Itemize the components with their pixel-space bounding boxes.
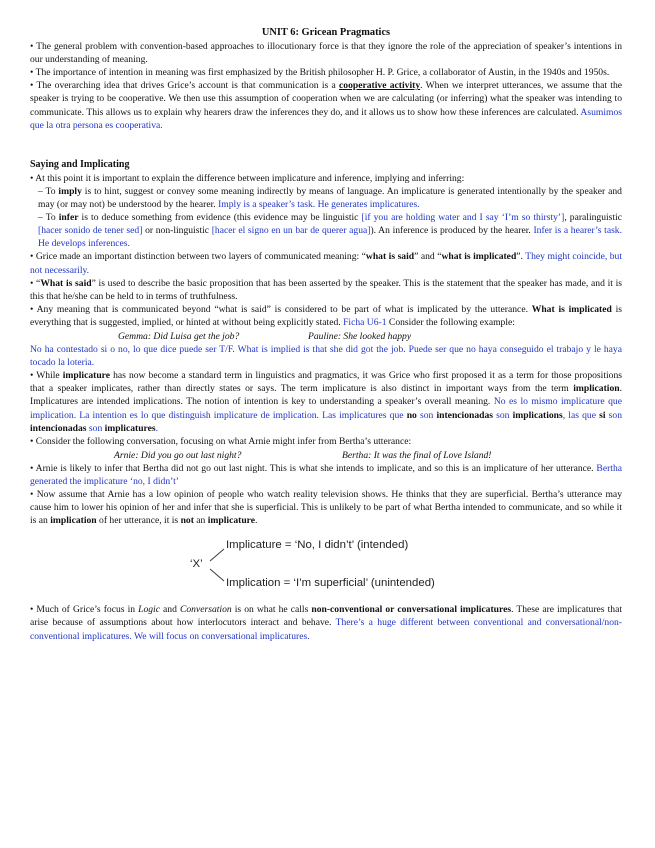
text-run: is on what he calls [231, 604, 312, 616]
text-run: • Now assume that Arnie has a low opinion of people who watch reality television shows. He thinks that they are superficial. Bertha’s utterance may cause him to lower his opinion of her and infer that she is superficial. This is unlikely to be part of what Bertha intended to communicate, and so while it is an [30, 489, 622, 527]
document-page [30, 26, 622, 643]
title-logic: Logic [138, 604, 160, 616]
section-title: Saying and Implicating [30, 158, 130, 170]
handwritten-note: They might coincide, but not necessarily. [30, 251, 622, 276]
note-bold: implications [512, 409, 563, 421]
term-implicature: implicature [207, 515, 256, 527]
note-paralinguistic: [hacer sonido de tener sed] [38, 225, 143, 237]
text-run: , las que [562, 409, 600, 421]
diagram-implicature: Implicature = ‘No, I didn’t’ (intended) [226, 539, 409, 552]
example-1-answer: Pauline: She looked happy [308, 330, 412, 342]
text-run: an [193, 515, 208, 527]
intro-paragraph-2: • The importance of intention in meaning was first emphasized by the British philosopher H. P. Grice, a collaborator of Austin, in the 1940s and 1950s. [30, 67, 610, 79]
text-run: . [255, 515, 258, 527]
assume-paragraph [30, 488, 622, 527]
term-conversational-implicatures: non-conventional or conversational implicatures [311, 604, 512, 616]
text-run: has now become a standard term in linguistics and pragmatics, it was Grice who first proposed it as a term for those propositions that a speaker implicates, rather than directly states or says. The term implicature is also distinct in important ways from the term [30, 370, 622, 395]
text-run: son [86, 422, 105, 434]
text-run: • While [30, 370, 63, 382]
text-run: • Any meaning that is communicated beyond “what is said” is considered to be part of what is implicated by the utterance. [30, 303, 532, 315]
text-run: . [155, 422, 159, 434]
handwritten-note: Bertha generated the implicature ‘no, I didn’t’ [30, 462, 622, 487]
note-non-linguistic: [hacer el signo en un bar de querer agua] [211, 225, 371, 237]
text-run: is to hint, suggest or convey some meaning indirectly by means of language. An implicature is generated intentionally by the speaker and may (or may not) be understood by the hearer. [38, 185, 622, 211]
text-run: – To [38, 185, 59, 197]
intro-paragraph-1: • The general problem with convention-based approaches to illocutionary force is that they ignore the role of the appreciation of speaker’s intentions in our understanding of meaning. [30, 41, 622, 66]
consider-paragraph: • Consider the following conversation, focusing on what Arnie might infer from Bertha’s utterance: [30, 435, 412, 447]
title-conversation: Conversation [179, 604, 232, 616]
term-implication: implication [573, 383, 620, 395]
term-imply: imply [58, 185, 82, 197]
term-implication: implication [50, 515, 97, 527]
text-run: . When we interpret utterances, we assume that the speaker is trying to be cooperative. We then use this assumption of cooperation when we are calculating (or inferring) what the speaker was intending to communicate. This allows us to explain why hearers draw the inferences they do, and it allows us to show how these inferences are calculated. [30, 80, 623, 118]
what-is-implicated-paragraph [30, 303, 622, 329]
text-run: is to deduce something from evidence (this evidence may be linguistic [78, 212, 362, 224]
example-1-question: Gemma: Did Luisa get the job? [118, 330, 240, 342]
cooperative-paragraph [30, 79, 622, 131]
what-is-said-paragraph [30, 277, 622, 303]
arrow-down-line [210, 569, 224, 581]
example-1 [30, 330, 622, 343]
term-what-is-said: what is said [365, 251, 415, 263]
text-run: ). An inference is produced by the hearer. [370, 225, 534, 237]
example-2-answer: Bertha: It was the final of Love Island! [342, 449, 492, 461]
text-run: • Much of Grice’s focus in [30, 604, 139, 616]
text-run: son [493, 409, 513, 421]
text-run: of her utterance, it is [96, 515, 181, 527]
text-run: No es lo mismo implicature que implication. La intention es lo que distinguish implicature de implication. Las implicatures que [30, 396, 622, 421]
example-2 [30, 449, 622, 462]
handwritten-note: Asumimos que la otra persona es cooperativa. [30, 106, 622, 131]
text-run: ”. [516, 251, 526, 263]
note-bold: intencionadas [30, 422, 87, 434]
text-run: . These are implicatures that arise because of assumptions about how interlocutors interact and behave. [30, 604, 622, 629]
diagram-source: ‘X’ [190, 558, 203, 571]
infer-definition [30, 211, 622, 250]
text-run: son [416, 409, 437, 421]
term-implicature: implicature [62, 370, 111, 382]
text-run: Consider the following example: [386, 316, 515, 328]
handwritten-note: Imply is a speaker’s task. He generates implicatures. [218, 199, 420, 211]
note-bold: no [406, 409, 417, 421]
note-bold: intencionadas [436, 409, 493, 421]
text-run: . Implicatures are intended implications. The notion of intention is key to understanding a speaker’s overall meaning. [30, 383, 622, 408]
text-run: , paralinguistic [564, 212, 622, 224]
handwritten-note: Infer is a hearer’s task. He develops inferences. [38, 225, 623, 250]
arnie-paragraph [30, 462, 622, 488]
term-what-is-implicated: what is implicated [441, 251, 517, 263]
text-run: is everything that is suggested, implied, or hinted at without being explicitly stated. [30, 303, 622, 328]
text-run: ” and “ [414, 251, 442, 263]
text-run: or non-linguistic [142, 225, 212, 237]
term-infer: infer [58, 212, 79, 224]
term-what-is-said: What is said [40, 277, 92, 289]
term-not: not [180, 515, 194, 527]
diagram-implication: Implication = ‘I’m superficial’ (unintended) [226, 577, 435, 590]
spacer [30, 132, 622, 158]
arrow-up-line [210, 549, 224, 561]
layers-paragraph [30, 250, 622, 276]
page-title: UNIT 6: Gricean Pragmatics [261, 27, 391, 38]
text-run: • “ [30, 277, 41, 289]
conversational-paragraph [30, 603, 622, 642]
example-2-question: Arnie: Did you go out last night? [114, 449, 242, 461]
note-linguistic: [if you are holding water and I say ‘I’m so thirsty’] [361, 212, 565, 224]
text-run: and [159, 604, 180, 616]
implicature-implication-paragraph [30, 369, 622, 434]
handwritten-note: There’s a huge different between conventional and conversational/non-conventional implicatures. We will focus on conversational implicatures. [30, 617, 623, 642]
term-what-is-implicated: What is implicated [531, 303, 612, 315]
worksheet-reference: Ficha U6-1 [343, 316, 387, 328]
term-cooperative-activity: cooperative activity [339, 80, 421, 92]
imply-definition [30, 185, 622, 211]
text-run: • Grice made an important distinction between two layers of communicated meaning: “ [30, 251, 366, 263]
example-1-note: No ha contestado si o no, lo que dice puede ser T/F. What is implied is that she did got the job. Puede ser que no haya conseguido el trabajo y le haya tocado la loteria. [30, 344, 622, 369]
text-run: • The overarching idea that drives Grice’s account is that communication is a [30, 80, 340, 92]
text-run: – To [38, 212, 59, 224]
implicature-diagram [30, 529, 622, 603]
note-bold: implicatures [104, 422, 156, 434]
saying-intro: • At this point it is important to explain the difference between implicature and inference, implying and inferring: [30, 172, 465, 184]
text-run: son [605, 409, 623, 421]
note-bold: si [599, 409, 606, 421]
text-run: • Arnie is likely to infer that Bertha did not go out last night. This is what she intends to implicate, and so this is an implicature of her utterance. [30, 462, 597, 474]
text-run: ” is used to describe the basic proposition that has been asserted by the speaker. This is the statement that the speaker has made, and it is this that he/she can be held to in terms of truthfulness. [30, 277, 623, 302]
